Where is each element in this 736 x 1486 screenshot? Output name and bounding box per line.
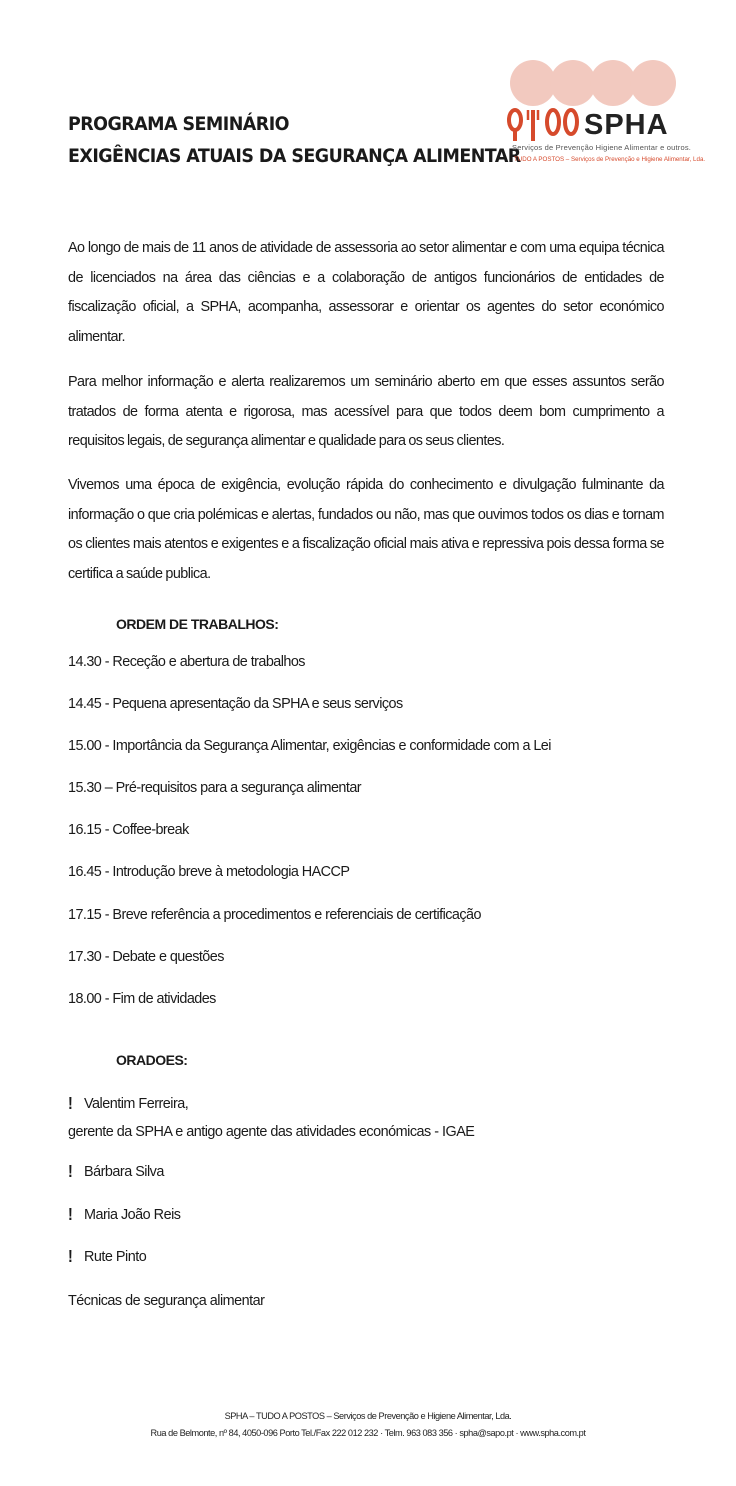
- intro-paragraph-2: Para melhor informação e alerta realizaremos um seminário aberto em que esses assuntos serão tratados de forma atenta e rigorosa, mas acessível para que todos deem bom cumprimento a requisitos legais, de segurança alimentar e qualidade para os seus clientes.: [68, 374, 664, 450]
- speaker-name: Valentim Ferreira,: [84, 1096, 189, 1112]
- agenda-item: 15.30 – Pré-requisitos para a segurança alimentar: [68, 780, 362, 797]
- logo-tagline: Serviços de Prevenção Higiene Alimentar e outros.: [512, 143, 692, 152]
- logo-subtagline: TUDO A POSTOS – Serviços de Prevenção e Higiene Alimentar, Lda.: [514, 156, 706, 163]
- footer-company: SPHA – TUDO A POSTOS – Serviços de Prevenção e Higiene Alimentar, Lda.: [224, 1411, 512, 1421]
- speaker-1: [68, 1096, 188, 1112]
- speaker-name: Maria João Reis: [84, 1207, 181, 1223]
- agenda-heading: ORDEM DE TRABALHOS:: [116, 616, 279, 632]
- speaker-2: [68, 1164, 164, 1180]
- speaker-1-description: gerente da SPHA e antigo agente das atividades económicas - IGAE: [68, 1124, 475, 1140]
- bullet-icon: !: [68, 1247, 73, 1267]
- logo-brand: SPHA: [584, 109, 669, 141]
- bullet-icon: !: [68, 1205, 73, 1225]
- agenda-list: [68, 654, 551, 1033]
- speakers-note: Técnicas de segurança alimentar: [68, 1293, 265, 1309]
- logo-circle-4: [630, 60, 676, 106]
- speaker-3: [68, 1207, 180, 1223]
- agenda-item: 17.15 - Breve referência a procedimentos e referenciais de certificação: [68, 906, 481, 923]
- agenda-item: 15.00 - Importância da Segurança Alimentar, exigências e conformidade com a Lei: [68, 738, 551, 755]
- speaker-name: Rute Pinto: [84, 1249, 147, 1265]
- agenda-item: 16.15 - Coffee-break: [68, 822, 189, 839]
- agenda-item: 17.30 - Debate e questões: [68, 948, 224, 965]
- speaker-name: Bárbara Silva: [84, 1164, 164, 1180]
- speakers-heading: ORADOES:: [116, 1052, 188, 1068]
- agenda-item: 14.45 - Pequena apresentação da SPHA e seus serviços: [68, 696, 403, 713]
- agenda-item: 16.45 - Introdução breve à metodologia HACCP: [68, 864, 350, 881]
- title-line-1: PROGRAMA SEMINÁRIO: [68, 113, 289, 135]
- intro-paragraph-3: Vivemos uma época de exigência, evolução rápida do conhecimento e divulgação fulminante da informação o que cria polémicas e alertas, fundados ou não, mas que ouvimos todos os dias e tornam os clientes mais atentos e exigentes e a fiscalização oficial mais ativa e repressiva pois dessa forma se certifica a saúde publica.: [68, 477, 664, 582]
- bullet-icon: !: [68, 1162, 73, 1182]
- document-title: [68, 108, 521, 172]
- intro-paragraph-1: Ao longo de mais de 11 anos de atividade de assessoria ao setor alimentar e com uma equipa técnica de licenciados na área das ciências e a colaboração de antigos funcionários de entidades de fiscalização oficial, a SPHA, acompanha, assessorar e orientar os agentes do setor económico alimentar.: [68, 240, 664, 345]
- spha-logo: [500, 60, 706, 170]
- title-line-2: EXIGÊNCIAS ATUAIS DA SEGURANÇA ALIMENTAR: [68, 145, 521, 167]
- speaker-4: [68, 1249, 146, 1265]
- agenda-item: 18.00 - Fim de atividades: [68, 990, 216, 1007]
- footer-contacts: Rua de Belmonte, nº 84, 4050-096 Porto Tel./Fax 222 012 232 · Telm. 963 083 356 · spha@sapo.pt · www.spha.com.pt: [150, 1428, 586, 1438]
- bullet-icon: !: [68, 1094, 73, 1114]
- agenda-item: 14.30 - Receção e abertura de trabalhos: [68, 654, 305, 670]
